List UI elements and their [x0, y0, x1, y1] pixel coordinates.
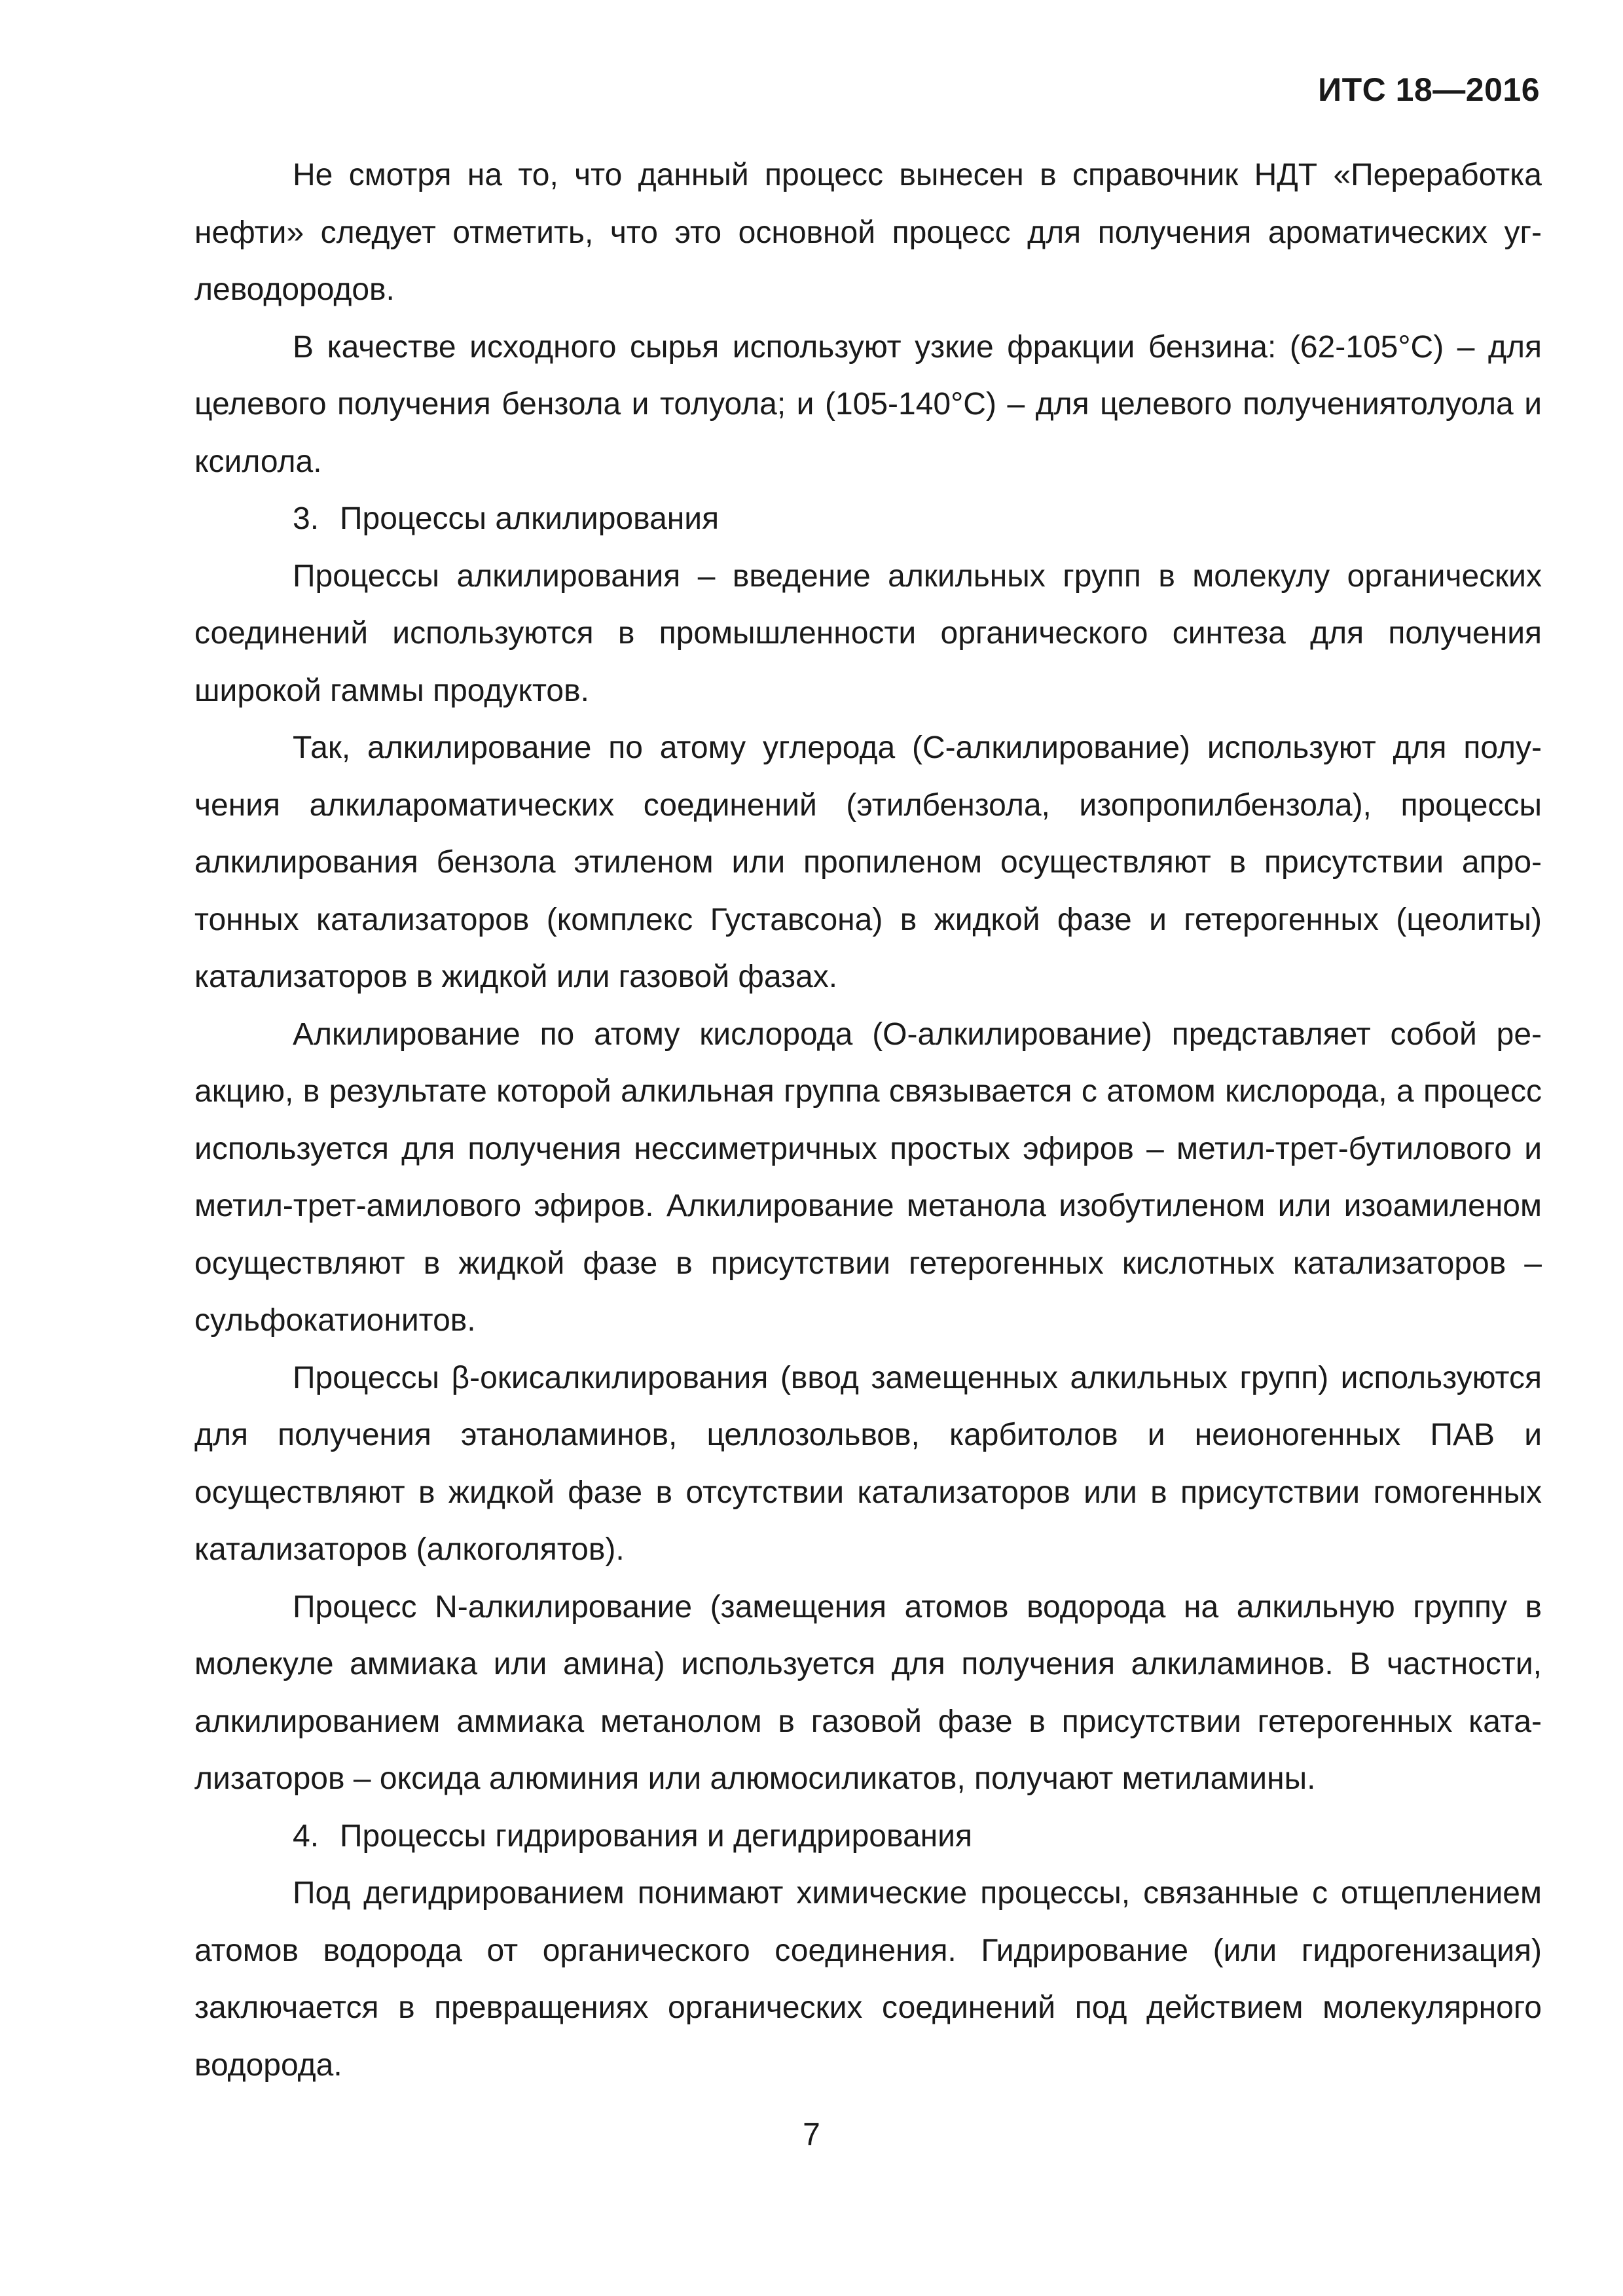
section-number: 3. — [293, 501, 319, 536]
section-heading-hydrogenation — [194, 1808, 1542, 1865]
section-title: Процессы гидрирования и дегидрирования — [340, 1818, 972, 1854]
paragraph-intro-1: Не смотря на то, что данный процесс вынесен в справочник НДТ «Переработка нефти» следует отметить, что это основной процесс для получения ароматических углеводородов. — [194, 158, 1542, 307]
page-body — [194, 147, 1542, 2094]
section-number: 4. — [293, 1818, 319, 1854]
paragraph-alkylation-4: Процессы β-окисалкилирования (ввод замещенных алкильных групп) используются для получения этаноламинов, целлозольвов, карбитолов и неионогенных ПАВ и осуществляют в жидкой фазе в отсутствии катализаторов или в присутствии гомогенных катализаторов (алкоголятов). — [194, 1360, 1542, 1567]
paragraph-alkylation-5: Процесс N-алкилирование (замещения атомов водорода на алкильную группу в молекуле аммиака или амина) используется для получения алкиламинов. В частности, алкилированием аммиака метанолом в газовой фазе в присутствии гетерогенных катализаторов – оксида алюминия или алюмосиликатов, получают метиламины. — [194, 1589, 1542, 1796]
paragraph-alkylation-2: Так, алкилирование по атому углерода (С-алкилирование) используют для получения алкилароматических соединений (этилбензола, изопропилбензола), процессы алкилирования бензола этиленом или пропиленом осуществляют в присутствии апротонных катализаторов (комплекс Густавсона) в жидкой фазе и гетерогенных (цеолиты) катализаторов в жидкой или газовой фазах. — [194, 730, 1542, 994]
paragraph-hydrogenation-1: Под дегидрированием понимают химические процессы, связанные с отщеплением атомов водорода от органического соединения. Гидрирование (или гидрогенизация) заключается в превращениях органических соединений под действием молекулярного водорода. — [194, 1876, 1542, 2083]
section-title: Процессы алкилирования — [340, 501, 720, 536]
document-code-header: ИТС 18—2016 — [1318, 71, 1540, 108]
paragraph-alkylation-1: Процессы алкилирования – введение алкильных групп в молекулу органических соединений используются в промышленности органического синтеза для получения широкой гаммы продуктов. — [194, 558, 1542, 708]
page-number: 7 — [803, 2117, 820, 2152]
paragraph-alkylation-3: Алкилирование по атому кислорода (О-алкилирование) представляет собой реакцию, в результате которой алкильная группа связывается с атомом кислорода, а процесс используется для получения нессиметричных простых эфиров – метил-трет-бутилового и метил-трет-амилового эфиров. Алкилирование метанола изобутиленом или изоамиленом осуществляют в жидкой фазе в присутствии гетерогенных кислотных катализаторов – сульфокатионитов. — [194, 1016, 1542, 1338]
paragraph-intro-2: В качестве исходного сырья используют узкие фракции бензина: (62-105°С) – для целевого получения бензола и толуола; и (105-140°С) – для целевого получениятолуола и ксилола. — [194, 329, 1542, 479]
section-heading-alkylation — [194, 490, 1542, 548]
